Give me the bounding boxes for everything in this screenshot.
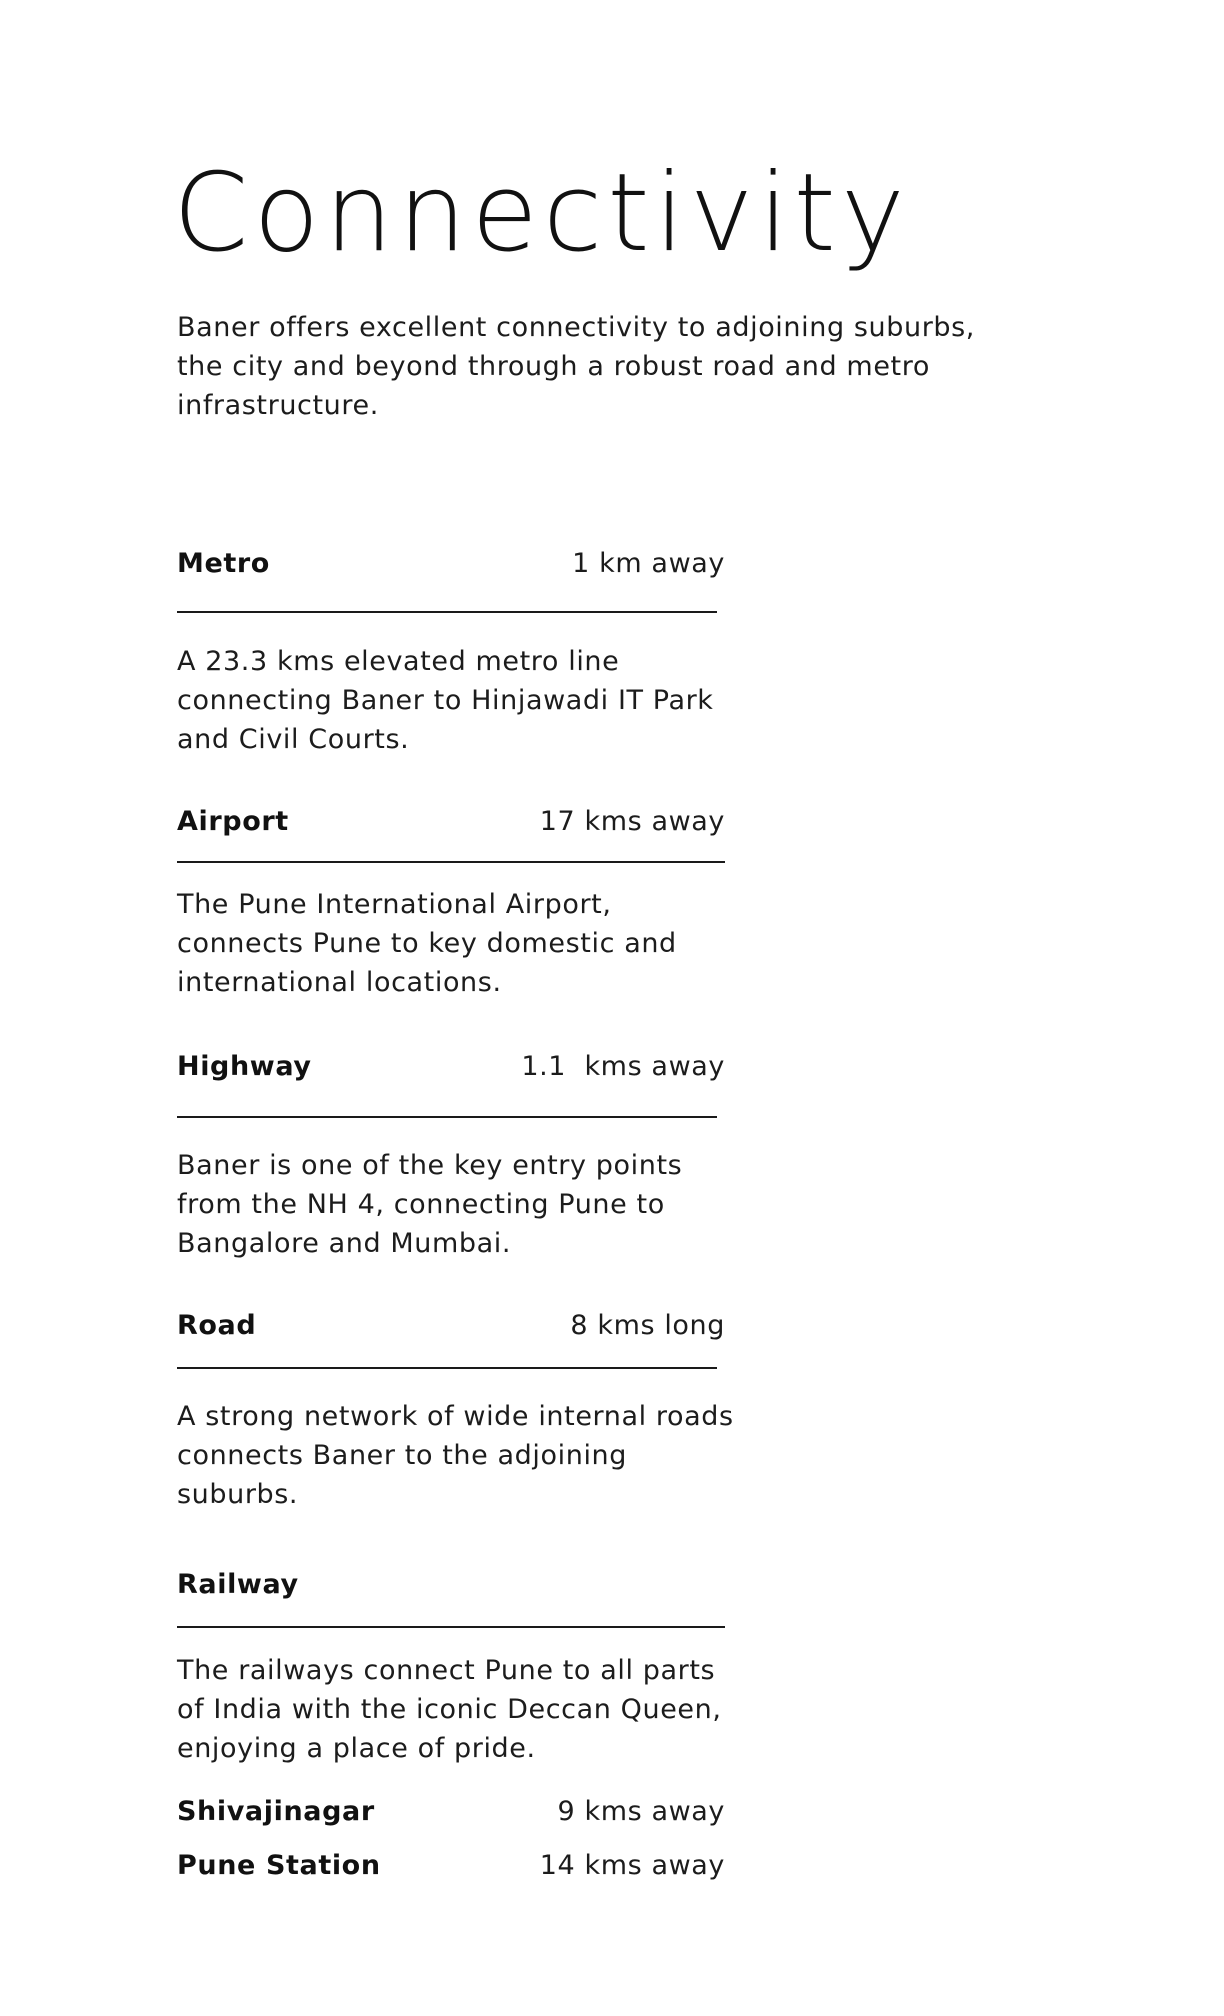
metro-distance: 1 km away <box>572 548 725 579</box>
railway-divider <box>177 1626 725 1628</box>
airport-description: The Pune International Airport, connects Pune to key domestic and international locations. <box>177 889 677 998</box>
road-label: Road <box>177 1310 257 1341</box>
road-distance: 8 kms long <box>570 1310 725 1341</box>
road-description: A strong network of wide internal roads connects Baner to the adjoining suburbs. <box>177 1401 734 1510</box>
metro-label: Metro <box>177 548 270 579</box>
airport-distance: 17 kms away <box>539 806 725 837</box>
station-row <box>177 1850 725 1881</box>
station-distance: 14 kms away <box>539 1850 725 1881</box>
highway-header <box>177 1051 725 1082</box>
station-name: Shivajinagar <box>177 1796 375 1827</box>
metro-description: A 23.3 kms elevated metro line connecting Baner to Hinjawadi IT Park and Civil Courts. <box>177 646 714 755</box>
road-divider <box>177 1367 717 1369</box>
station-row <box>177 1796 725 1827</box>
highway-distance: 1.1 kms away <box>521 1051 725 1082</box>
airport-divider <box>177 861 725 863</box>
railway-description: The railways connect Pune to all parts of India with the iconic Deccan Queen, enjoying a place of pride. <box>177 1655 722 1764</box>
airport-label: Airport <box>177 806 289 837</box>
metro-header <box>177 548 725 579</box>
highway-divider <box>177 1116 717 1118</box>
page-title: Connectivity <box>173 151 910 276</box>
railway-label: Railway <box>177 1569 299 1600</box>
station-distance: 9 kms away <box>557 1796 725 1827</box>
station-name: Pune Station <box>177 1850 381 1881</box>
highway-description: Baner is one of the key entry points from the NH 4, connecting Pune to Bangalore and Mumbai. <box>177 1150 683 1259</box>
airport-header <box>177 806 725 837</box>
intro-paragraph: Baner offers excellent connectivity to adjoining suburbs, the city and beyond through a robust road and metro infrastructure. <box>177 312 975 421</box>
railway-header <box>177 1569 725 1600</box>
highway-label: Highway <box>177 1051 312 1082</box>
road-header <box>177 1310 725 1341</box>
metro-divider <box>177 611 717 613</box>
